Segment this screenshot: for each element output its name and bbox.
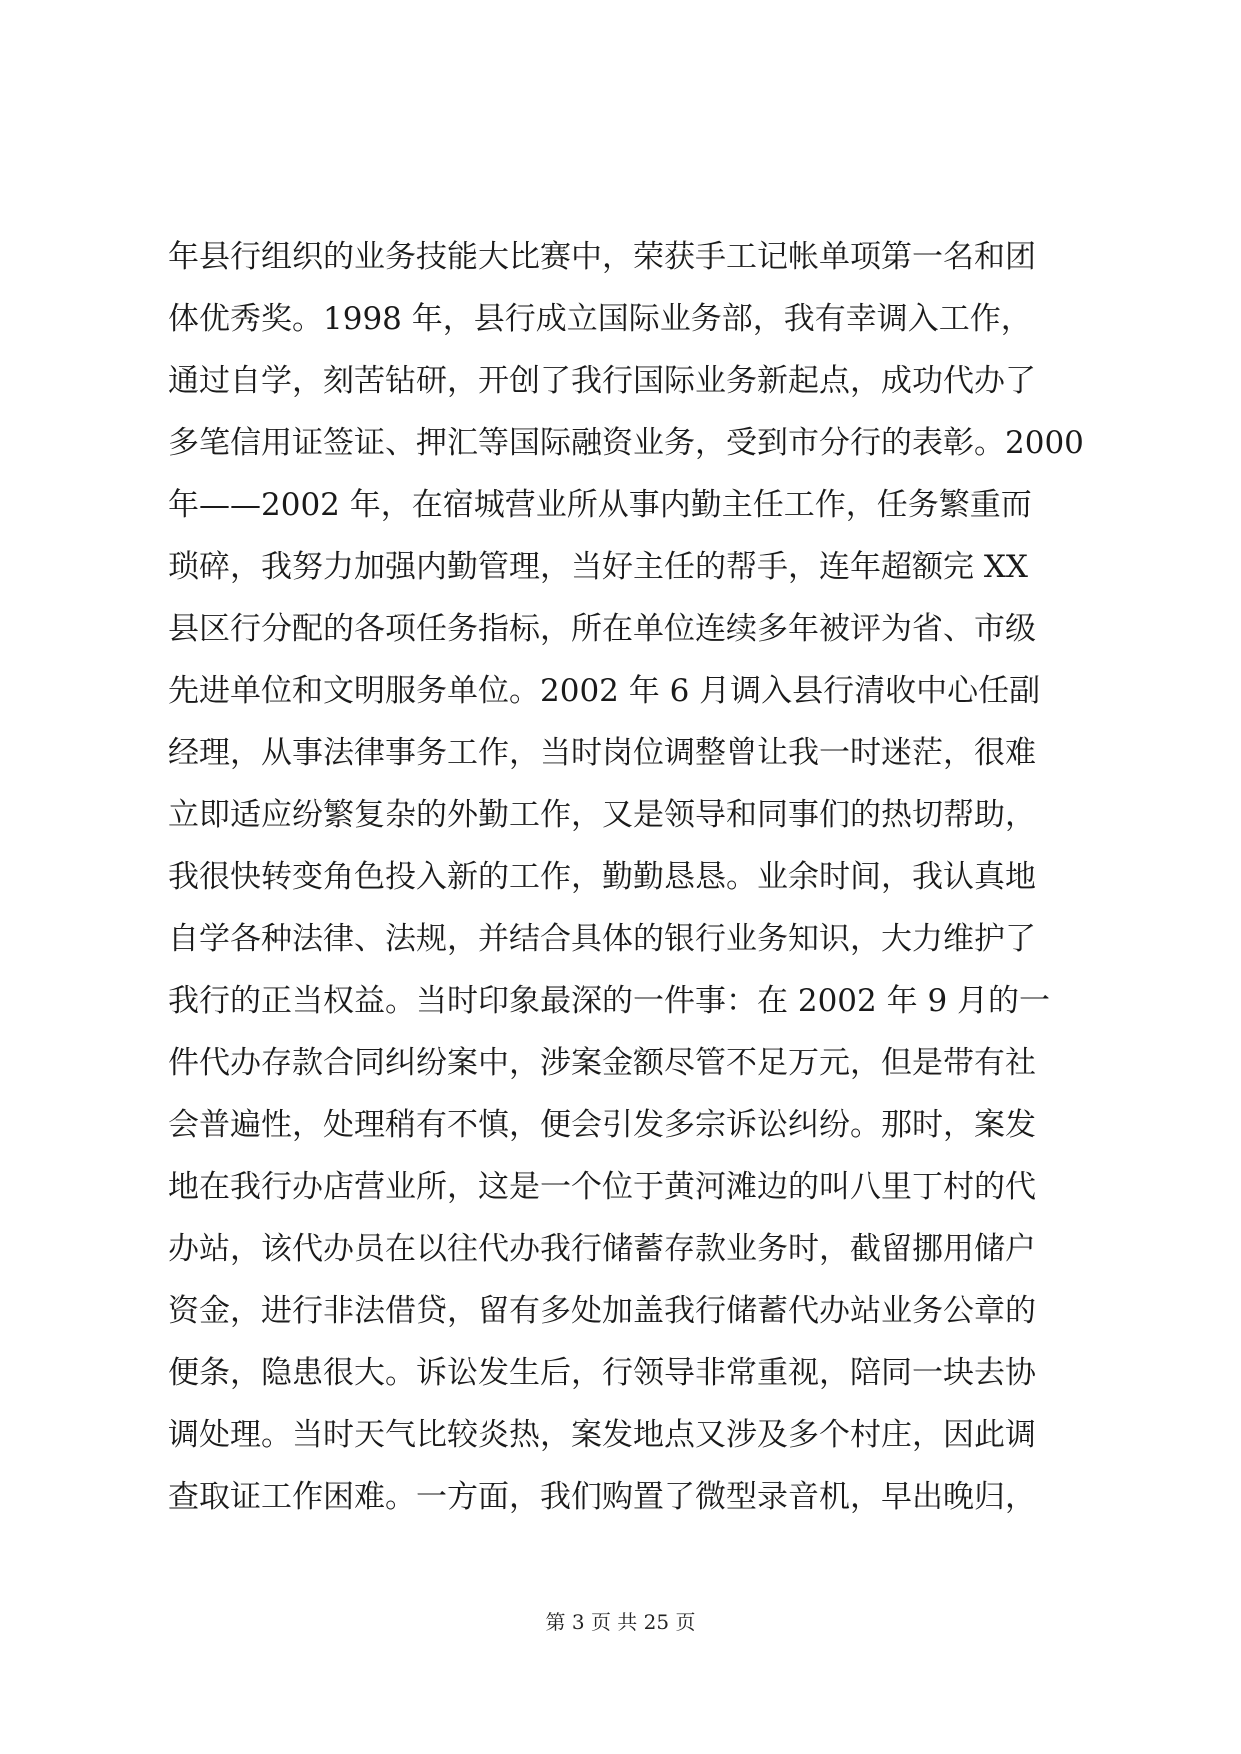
text-line-2: 体优秀奖。1998 年，县行成立国际业务部，我有幸调入工作， — [168, 301, 1032, 337]
text-line-12: 自学各种法律、法规，并结合具体的银行业务知识，大力维护了 — [168, 921, 1036, 957]
text-line-7: 县区行分配的各项任务指标，所在单位连续多年被评为省、市级 — [168, 611, 1036, 647]
text-line-17: 办站，该代办员在以往代办我行储蓄存款业务时，截留挪用储户 — [168, 1231, 1036, 1267]
text-line-16: 地在我行办店营业所，这是一个位于黄河滩边的叫八里丁村的代 — [168, 1169, 1036, 1205]
text-line-11: 我很快转变角色投入新的工作，勤勤恳恳。业余时间，我认真地 — [168, 859, 1036, 895]
text-line-4: 多笔信用证签证、押汇等国际融资业务，受到市分行的表彰。2000 — [168, 425, 1084, 461]
body-text — [168, 226, 1088, 1528]
text-line-1: 年县行组织的业务技能大比赛中，荣获手工记帐单项第一名和团 — [168, 239, 1036, 275]
text-line-5: 年——2002 年，在宿城营业所从事内勤主任工作，任务繁重而 — [168, 487, 1032, 523]
text-line-18: 资金，进行非法借贷，留有多处加盖我行储蓄代办站业务公章的 — [168, 1293, 1036, 1329]
text-line-3: 通过自学，刻苦钻研，开创了我行国际业务新起点，成功代办了 — [168, 363, 1036, 399]
text-line-8: 先进单位和文明服务单位。2002 年 6 月调入县行清收中心任副 — [168, 673, 1041, 709]
text-line-14: 件代办存款合同纠纷案中，涉案金额尽管不足万元，但是带有社 — [168, 1045, 1036, 1081]
text-line-6: 琐碎，我努力加强内勤管理，当好主任的帮手，连年超额完 XX — [168, 549, 1028, 585]
text-line-10: 立即适应纷繁复杂的外勤工作，又是领导和同事们的热切帮助， — [168, 797, 1036, 833]
text-line-15: 会普遍性，处理稍有不慎，便会引发多宗诉讼纠纷。那时，案发 — [168, 1107, 1036, 1143]
text-line-13: 我行的正当权益。当时印象最深的一件事：在 2002 年 9 月的一 — [168, 983, 1051, 1019]
text-line-19: 便条，隐患很大。诉讼发生后，行领导非常重视，陪同一块去协 — [168, 1355, 1036, 1391]
page-number-footer: 第 3 页 共 25 页 — [545, 1610, 696, 1634]
text-line-21: 查取证工作困难。一方面，我们购置了微型录音机，早出晚归， — [168, 1479, 1036, 1515]
text-line-20: 调处理。当时天气比较炎热，案发地点又涉及多个村庄，因此调 — [168, 1417, 1036, 1453]
text-line-9: 经理，从事法律事务工作，当时岗位调整曾让我一时迷茫，很难 — [168, 735, 1036, 771]
